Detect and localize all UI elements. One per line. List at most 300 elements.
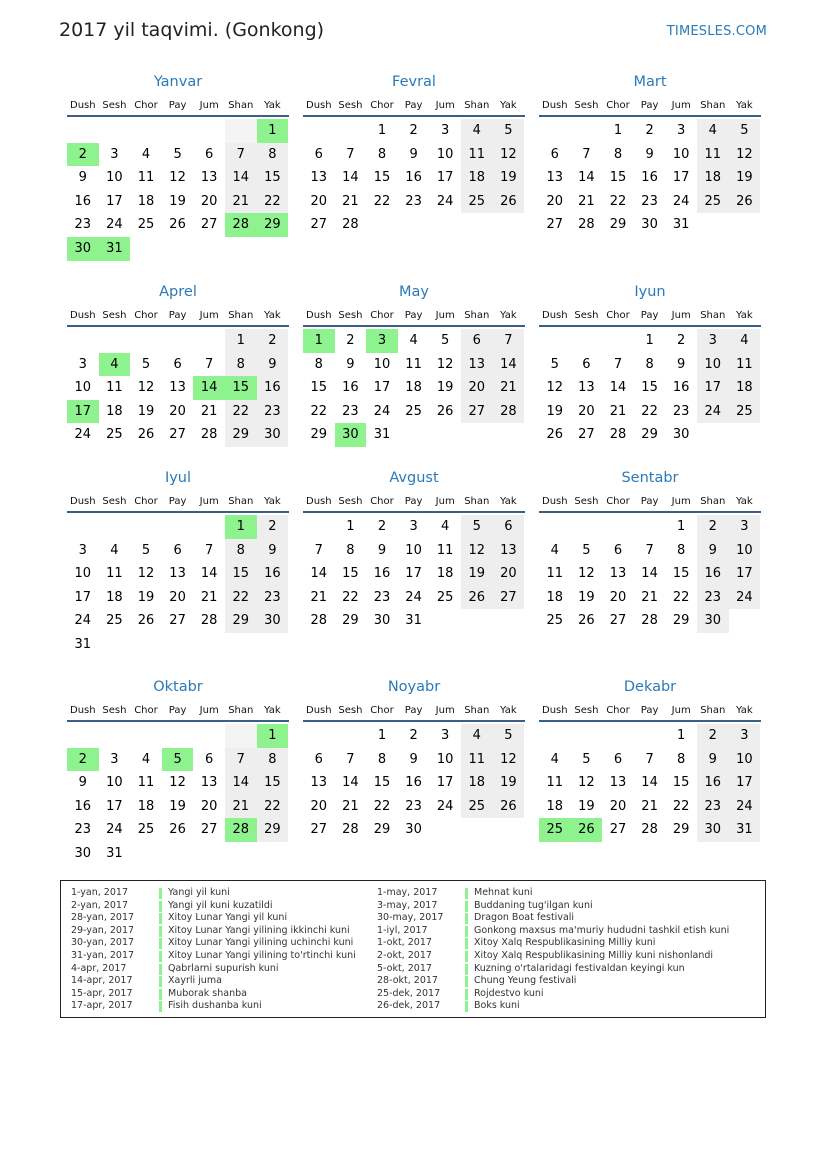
holiday-day-cell: 25	[539, 818, 571, 842]
day-cell: 21	[310, 589, 328, 605]
empty-day-cell	[634, 724, 666, 748]
day-cell: 27	[609, 822, 627, 838]
month-title: Sentabr	[621, 470, 679, 486]
day-cell: 9	[257, 539, 289, 563]
legend-row	[377, 1000, 729, 1013]
day-cell: 1	[613, 123, 623, 138]
day-cell: 16	[405, 775, 422, 791]
day-cell: 12	[493, 143, 525, 167]
day-cell: 31	[405, 613, 422, 629]
day-cell: 18	[137, 798, 155, 814]
day-cell: 1	[677, 519, 686, 534]
day-cell: 14	[578, 170, 595, 186]
holiday-day-cell: 30	[335, 423, 367, 447]
empty-day-cell	[493, 213, 525, 237]
day-cell: 18	[729, 376, 761, 400]
legend-row	[377, 950, 729, 963]
legend-holiday-name: Chung Yeung festivali	[474, 975, 577, 987]
day-cell: 24	[697, 400, 729, 424]
day-cell: 22	[310, 403, 328, 419]
day-cell: 20	[169, 403, 186, 419]
day-cell: 13	[310, 775, 328, 791]
legend-holiday-name: Xitoy Lunar Yangi yilining to'rtinchi kuni	[168, 949, 356, 961]
day-cell: 29	[672, 613, 690, 629]
day-cell: 10	[373, 356, 391, 372]
legend-row	[377, 912, 729, 925]
legend-date: 26-dek, 2017	[377, 1000, 441, 1012]
day-cell: 14	[225, 166, 257, 190]
day-cell: 23	[257, 586, 289, 610]
holiday-marker	[159, 989, 162, 1000]
holiday-marker	[465, 901, 468, 912]
legend-date: 1-iyl, 2017	[377, 924, 428, 936]
header-rule	[67, 325, 289, 327]
weekday-label: Jum	[671, 705, 691, 716]
day-cell: 4	[697, 119, 729, 143]
day-cell: 17	[697, 376, 729, 400]
empty-day-cell	[162, 119, 194, 143]
legend-holiday-name: Xitoy Lunar Yangi yil kuni	[168, 912, 288, 924]
legend-holiday-name: Yangi yil kuni	[168, 887, 230, 898]
header-rule	[539, 115, 761, 117]
legend-row	[71, 950, 356, 963]
legend-holiday-name: Mehnat kuni	[474, 887, 533, 898]
day-cell: 23	[641, 193, 658, 209]
day-cell: 14	[641, 775, 658, 791]
holiday-day-cell: 1	[257, 119, 289, 143]
day-cell: 31	[106, 845, 123, 861]
day-cell: 15	[672, 775, 690, 791]
day-cell: 11	[137, 775, 155, 791]
day-cell: 21	[200, 403, 218, 419]
day-cell: 10	[106, 170, 123, 186]
weekday-label: Pay	[168, 310, 187, 321]
day-cell: 20	[310, 798, 328, 814]
empty-day-cell	[130, 724, 162, 748]
empty-day-cell	[539, 724, 571, 748]
holiday-marker	[159, 976, 162, 987]
day-cell: 30	[641, 217, 658, 233]
weekday-label: Shan	[228, 705, 254, 716]
legend-date: 2-okt, 2017	[377, 949, 432, 961]
day-cell: 20	[169, 589, 186, 605]
day-cell: 16	[697, 562, 729, 586]
day-cell: 27	[310, 217, 328, 233]
empty-day-cell	[571, 724, 603, 748]
weekday-label: Chor	[370, 100, 394, 111]
header-rule	[67, 115, 289, 117]
holiday-day-cell: 3	[366, 329, 398, 353]
page-title: 2017 yil taqvimi. (Gonkong)	[59, 19, 325, 41]
day-cell: 26	[461, 586, 493, 610]
day-grid	[67, 515, 289, 657]
day-cell: 16	[672, 380, 690, 396]
day-cell: 22	[672, 589, 690, 605]
empty-day-cell	[461, 213, 493, 237]
day-cell: 14	[310, 566, 328, 582]
day-cell: 21	[200, 589, 218, 605]
weekday-label: Jum	[199, 100, 219, 111]
month-avgust	[303, 468, 525, 633]
holiday-marker	[465, 951, 468, 962]
weekday-header	[539, 702, 761, 719]
day-cell: 22	[641, 403, 658, 419]
day-cell: 28	[342, 217, 359, 233]
weekday-label: Yak	[736, 705, 753, 716]
holiday-marker	[465, 964, 468, 975]
day-cell: 9	[645, 146, 654, 162]
day-cell: 26	[169, 822, 186, 838]
holiday-day-cell: 14	[193, 376, 225, 400]
empty-day-cell	[67, 329, 99, 353]
day-cell: 8	[677, 542, 686, 558]
day-cell: 25	[137, 822, 155, 838]
empty-day-cell	[303, 724, 335, 748]
day-cell: 10	[106, 775, 123, 791]
weekday-label: Chor	[134, 496, 158, 507]
day-cell: 17	[729, 771, 761, 795]
weekday-label: Yak	[264, 705, 281, 716]
day-cell: 12	[493, 748, 525, 772]
day-cell: 29	[641, 427, 658, 443]
day-cell: 26	[137, 613, 155, 629]
day-cell: 18	[461, 771, 493, 795]
empty-day-cell	[493, 609, 525, 633]
day-cell: 7	[645, 751, 654, 767]
weekday-label: Yak	[500, 310, 517, 321]
day-cell: 17	[729, 562, 761, 586]
day-cell: 1	[346, 519, 355, 534]
empty-day-cell	[257, 633, 289, 657]
day-cell: 31	[74, 636, 92, 652]
day-cell: 1	[225, 329, 257, 353]
legend-date: 30-may, 2017	[377, 912, 444, 924]
header-rule	[539, 325, 761, 327]
day-cell: 6	[613, 751, 623, 767]
day-cell: 12	[436, 356, 454, 372]
day-grid	[539, 724, 761, 842]
day-cell: 20	[461, 376, 493, 400]
month-mart	[539, 72, 761, 237]
day-cell: 2	[257, 329, 289, 353]
weekday-label: Dush	[542, 496, 568, 507]
holiday-day-cell: 17	[67, 400, 99, 424]
day-cell: 14	[609, 380, 627, 396]
day-cell: 11	[461, 748, 493, 772]
empty-day-cell	[193, 724, 225, 748]
day-cell: 19	[729, 166, 761, 190]
header-rule	[303, 325, 525, 327]
day-cell: 27	[200, 822, 218, 838]
empty-day-cell	[99, 633, 131, 657]
day-cell: 11	[106, 566, 123, 582]
day-cell: 5	[493, 724, 525, 748]
day-cell: 26	[546, 427, 564, 443]
day-cell: 9	[346, 356, 355, 372]
day-cell: 25	[436, 589, 454, 605]
empty-day-cell	[130, 633, 162, 657]
holiday-day-cell: 1	[225, 515, 257, 539]
weekday-label: Yak	[736, 496, 753, 507]
weekday-label: Dush	[70, 705, 96, 716]
weekday-label: Shan	[700, 496, 726, 507]
weekday-header	[303, 97, 525, 114]
day-cell: 24	[106, 217, 123, 233]
day-cell: 19	[578, 798, 595, 814]
day-cell: 13	[200, 775, 218, 791]
day-cell: 25	[405, 403, 422, 419]
day-grid	[539, 515, 761, 633]
empty-day-cell	[67, 119, 99, 143]
weekday-label: Yak	[264, 100, 281, 111]
day-cell: 28	[200, 613, 218, 629]
day-cell: 6	[314, 146, 323, 162]
weekday-label: Pay	[640, 310, 659, 321]
day-grid	[539, 119, 761, 237]
header-rule	[67, 720, 289, 722]
legend-holiday-name: Dragon Boat festivali	[474, 912, 575, 924]
weekday-label: Sesh	[574, 496, 599, 507]
month-yanvar	[67, 72, 289, 261]
empty-day-cell	[162, 329, 194, 353]
day-grid	[67, 724, 289, 866]
holiday-marker	[159, 1001, 162, 1012]
weekday-header	[303, 493, 525, 510]
month-title: Noyabr	[387, 679, 441, 695]
empty-day-cell	[461, 423, 493, 447]
legend-holiday-name: Muborak shanba	[168, 987, 247, 999]
weekday-header	[539, 307, 761, 324]
empty-day-cell	[130, 842, 162, 866]
day-cell: 4	[441, 519, 450, 534]
day-cell: 13	[310, 170, 328, 186]
holiday-day-cell: 28	[225, 213, 257, 237]
day-cell: 8	[377, 146, 387, 162]
day-cell: 21	[342, 798, 359, 814]
header-rule	[539, 511, 761, 513]
month-title: Iyun	[634, 284, 666, 300]
legend-row	[377, 925, 729, 938]
day-cell: 13	[200, 170, 218, 186]
empty-day-cell	[493, 423, 525, 447]
day-cell: 10	[672, 146, 690, 162]
weekday-label: Sesh	[574, 100, 599, 111]
legend-row	[377, 975, 729, 988]
weekday-label: Jum	[199, 310, 219, 321]
empty-day-cell	[539, 329, 571, 353]
weekday-label: Chor	[134, 705, 158, 716]
weekday-label: Yak	[500, 100, 517, 111]
legend-column-left	[71, 887, 356, 1013]
day-cell: 27	[200, 217, 218, 233]
empty-day-cell	[162, 842, 194, 866]
month-title: Dekabr	[623, 679, 677, 695]
day-cell: 8	[225, 539, 257, 563]
day-cell: 26	[578, 613, 595, 629]
legend-holiday-name: Qabrlarni supurish kuni	[168, 962, 279, 974]
day-cell: 12	[169, 775, 186, 791]
legend-date: 1-may, 2017	[377, 887, 438, 898]
legend-row	[377, 963, 729, 976]
day-cell: 16	[74, 798, 92, 814]
day-cell: 5	[550, 356, 559, 372]
empty-day-cell	[162, 724, 194, 748]
weekday-label: Sesh	[574, 310, 599, 321]
legend-row	[377, 900, 729, 913]
day-cell: 6	[550, 146, 559, 162]
day-cell: 9	[409, 146, 418, 162]
weekday-header	[67, 97, 289, 114]
day-cell: 23	[342, 403, 359, 419]
day-cell: 12	[546, 380, 564, 396]
day-cell: 22	[257, 795, 289, 819]
day-cell: 15	[257, 771, 289, 795]
day-cell: 5	[461, 515, 493, 539]
day-cell: 6	[493, 515, 525, 539]
day-cell: 5	[493, 119, 525, 143]
day-cell: 20	[200, 798, 218, 814]
day-cell: 16	[697, 771, 729, 795]
day-cell: 29	[257, 818, 289, 842]
day-cell: 21	[225, 190, 257, 214]
empty-day-cell	[193, 633, 225, 657]
weekday-header	[67, 702, 289, 719]
day-cell: 3	[729, 724, 761, 748]
holiday-marker	[465, 926, 468, 937]
legend-date: 1-okt, 2017	[377, 937, 432, 949]
weekday-label: Pay	[168, 705, 187, 716]
day-cell: 28	[641, 822, 658, 838]
day-cell: 16	[373, 566, 391, 582]
day-cell: 27	[169, 613, 186, 629]
day-cell: 25	[137, 217, 155, 233]
day-cell: 3	[697, 329, 729, 353]
day-cell: 25	[729, 400, 761, 424]
day-cell: 22	[225, 586, 257, 610]
day-cell: 21	[342, 193, 359, 209]
day-cell: 28	[493, 400, 525, 424]
weekday-label: Chor	[134, 310, 158, 321]
empty-day-cell	[602, 724, 634, 748]
day-cell: 4	[550, 542, 559, 558]
empty-day-cell	[398, 423, 430, 447]
day-cell: 9	[409, 751, 418, 767]
month-fevral	[303, 72, 525, 237]
month-title: Mart	[633, 74, 667, 90]
day-cell: 29	[672, 822, 690, 838]
day-cell: 24	[729, 586, 761, 610]
brand-link[interactable]: TIMESLES.COM	[666, 24, 767, 39]
day-cell: 2	[697, 515, 729, 539]
empty-day-cell	[697, 423, 729, 447]
day-cell: 30	[405, 822, 422, 838]
holiday-day-cell: 1	[257, 724, 289, 748]
weekday-label: Jum	[435, 705, 455, 716]
day-cell: 13	[169, 566, 186, 582]
day-cell: 16	[74, 193, 92, 209]
empty-day-cell	[130, 515, 162, 539]
day-cell: 7	[314, 542, 323, 558]
month-sentabr	[539, 468, 761, 633]
day-cell: 30	[697, 818, 729, 842]
legend-holiday-name: Xitoy Lunar Yangi yilining uchinchi kuni	[168, 937, 354, 949]
empty-day-cell	[67, 515, 99, 539]
day-cell: 3	[729, 515, 761, 539]
day-cell: 24	[729, 795, 761, 819]
day-cell: 9	[78, 775, 87, 791]
day-cell: 18	[137, 193, 155, 209]
legend-holiday-name: Rojdestvo kuni	[474, 987, 544, 999]
day-cell: 7	[225, 143, 257, 167]
day-cell: 28	[578, 217, 595, 233]
weekday-label: Shan	[228, 310, 254, 321]
day-cell: 30	[697, 609, 729, 633]
day-cell: 9	[257, 353, 289, 377]
day-cell: 26	[436, 403, 454, 419]
day-cell: 22	[225, 400, 257, 424]
empty-day-cell	[225, 842, 257, 866]
weekday-label: Dush	[542, 310, 568, 321]
day-cell: 26	[493, 190, 525, 214]
day-cell: 15	[373, 170, 391, 186]
day-cell: 3	[409, 519, 418, 534]
day-cell: 2	[257, 515, 289, 539]
day-cell: 8	[377, 751, 387, 767]
empty-day-cell	[634, 515, 666, 539]
legend-row	[377, 937, 729, 950]
header-rule	[303, 115, 525, 117]
day-cell: 31	[373, 427, 391, 443]
day-cell: 28	[641, 613, 658, 629]
weekday-label: Shan	[700, 705, 726, 716]
holiday-marker	[465, 913, 468, 924]
day-cell: 24	[106, 822, 123, 838]
day-cell: 7	[582, 146, 591, 162]
legend-date: 5-okt, 2017	[377, 962, 432, 974]
holiday-marker	[465, 938, 468, 949]
empty-day-cell	[602, 329, 634, 353]
weekday-label: Sesh	[338, 496, 363, 507]
day-cell: 10	[729, 748, 761, 772]
empty-day-cell	[493, 818, 525, 842]
empty-day-cell	[539, 119, 571, 143]
day-cell: 4	[141, 751, 151, 767]
day-cell: 8	[225, 353, 257, 377]
weekday-label: Sesh	[102, 100, 127, 111]
weekday-label: Yak	[736, 100, 753, 111]
legend-holiday-name: Fisih dushanba kuni	[168, 1000, 262, 1012]
empty-day-cell	[571, 329, 603, 353]
day-cell: 19	[137, 403, 155, 419]
day-cell: 30	[257, 423, 289, 447]
weekday-label: Pay	[168, 496, 187, 507]
day-cell: 14	[200, 566, 218, 582]
day-cell: 10	[436, 146, 454, 162]
day-cell: 20	[609, 798, 627, 814]
weekday-label: Shan	[464, 496, 490, 507]
day-cell: 18	[405, 380, 422, 396]
weekday-label: Shan	[228, 100, 254, 111]
holiday-marker	[159, 951, 162, 962]
holiday-day-cell: 30	[67, 237, 99, 261]
day-cell: 4	[461, 724, 493, 748]
empty-day-cell	[130, 119, 162, 143]
day-cell: 2	[697, 724, 729, 748]
month-aprel	[67, 282, 289, 447]
day-cell: 13	[169, 380, 186, 396]
header-rule	[539, 720, 761, 722]
day-grid	[303, 329, 525, 447]
